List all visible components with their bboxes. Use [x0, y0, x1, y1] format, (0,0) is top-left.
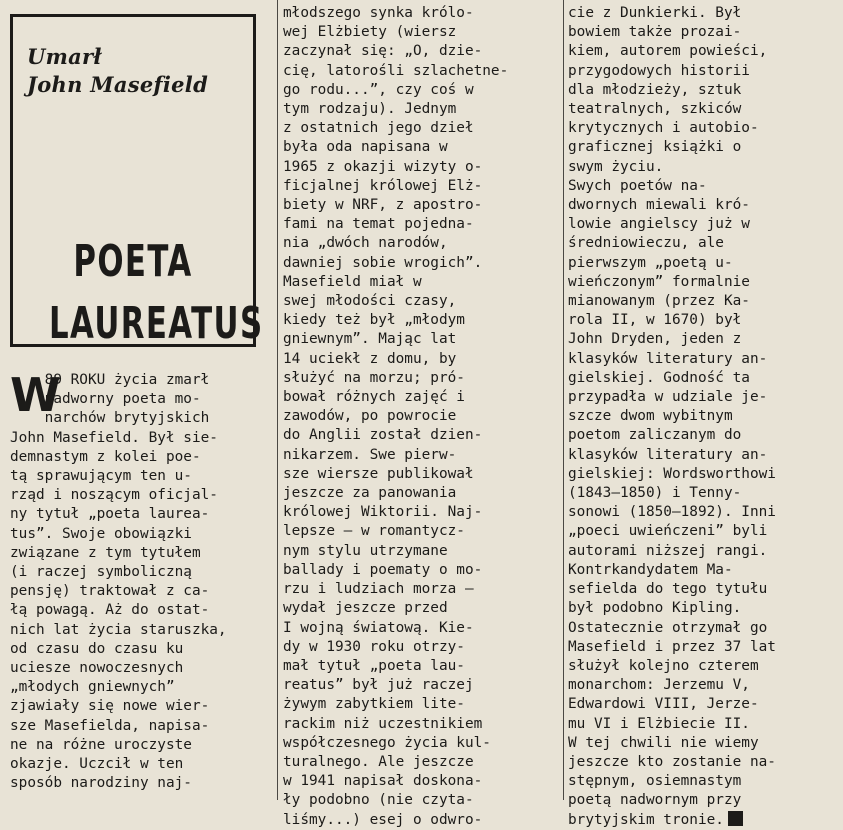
column-3: [568, 0, 836, 828]
text-line: z ostatnich jego dzieł: [283, 120, 474, 137]
text-line: służył kolejno czterem: [568, 657, 759, 674]
text-line: swym życiu.: [568, 158, 664, 175]
text-line: uciesze nowoczesnych: [10, 660, 184, 677]
text-line: gielskiej. Godność ta: [568, 369, 750, 386]
article-text-column-1: [10, 368, 272, 793]
text-line: wydał jeszcze przed: [283, 600, 448, 617]
text-line: sposób narodziny naj-: [10, 775, 192, 792]
text-line: krytycznych i autobio-: [568, 120, 759, 137]
headline-line-2: LAUREATUS: [49, 298, 264, 349]
article-text-column-3: [568, 4, 836, 830]
text-line: brytyjskim tronie.: [568, 811, 836, 830]
text-line: „młodych gniewnych”: [10, 679, 175, 696]
text-line: Swych poetów na-: [568, 177, 707, 194]
text-line: wej Elżbiety (wiersz: [283, 24, 457, 41]
kicker-line-1: Umarł: [27, 44, 102, 69]
text-line: średniowieczu, ale: [568, 235, 724, 252]
text-line: przygodowych historii: [568, 62, 750, 79]
text-line: go rodu...”, czy coś w: [283, 81, 474, 98]
text-line: reatus” był już raczej: [283, 677, 474, 694]
text-line: pierwszym „poetą u-: [568, 254, 733, 271]
text-line: bował różnych zajęć i: [283, 389, 465, 406]
article-text-column-2: [283, 4, 560, 830]
text-line: nia „dwóch narodów,: [283, 235, 448, 252]
text-line: zawodów, po powrocie: [283, 408, 457, 425]
text-line: (1843—1850) i Tenny-: [568, 485, 742, 502]
text-line: kiem, autorem powieści,: [568, 43, 768, 60]
text-line: tus”. Swoje obowiązki: [10, 525, 192, 542]
text-line: bowiem także prozai-: [568, 24, 742, 41]
text-line: John Masefield. Był sie-: [10, 429, 218, 446]
text-line: tą sprawującym ten u-: [10, 468, 192, 485]
kicker: [27, 43, 208, 99]
text-line: graficznej książki o: [568, 139, 742, 156]
text-line: Masefield i przez 37 lat: [568, 638, 776, 655]
text-line: od czasu do czasu ku: [10, 640, 184, 657]
end-of-article-mark: [728, 811, 743, 826]
text-line: Masefield miał w: [283, 273, 422, 290]
text-line: służyć na morzu; pró-: [283, 369, 465, 386]
text-line: fami na temat pojedna-: [283, 216, 474, 233]
text-line: współczesnego życia kul-: [283, 734, 491, 751]
text-line: turalnego. Ale jeszcze: [283, 753, 474, 770]
text-line: nich lat życia staruszka,: [10, 621, 227, 638]
text-line: do Anglii został dzien-: [283, 427, 483, 444]
text-line: łą powagą. Aż do ostat-: [10, 602, 210, 619]
headline: [49, 231, 264, 355]
text-line: liśmy...) esej o odwro-: [283, 811, 483, 828]
text-line: rola II, w 1670) był: [568, 312, 742, 329]
text-line: poetą nadwornym przy: [568, 792, 742, 809]
text-line: 14 uciekł z domu, by: [283, 350, 457, 367]
text-line: W tej chwili nie wiemy: [568, 734, 759, 751]
text-line: ficjalnej królowej Elż-: [283, 177, 483, 194]
text-line: tym rodzaju). Jednym: [283, 101, 457, 118]
text-line: John Dryden, jeden z: [568, 331, 742, 348]
text-line: autorami niższej rangi.: [568, 542, 768, 559]
text-line: dawniej sobie wrogich”.: [283, 254, 483, 271]
text-line: jeszcze kto zostanie na-: [568, 753, 776, 770]
lead-paragraph: [10, 368, 272, 793]
text-line: narchów brytyjskich: [10, 410, 210, 427]
text-line: swej młodości czasy,: [283, 293, 457, 310]
kicker-line-2: John Masefield: [27, 72, 209, 97]
title-box: [10, 14, 264, 349]
text-line: Kontrkandydatem Ma-: [568, 561, 733, 578]
text-line: I wojną światową. Kie-: [283, 619, 474, 636]
text-line: szcze dwom wybitnym: [568, 408, 733, 425]
text-line: w 1941 napisał doskona-: [283, 773, 483, 790]
text-line: mianowanym (przez Ka-: [568, 293, 750, 310]
text-line: poetom zaliczanym do: [568, 427, 742, 444]
text-line: jeszcze za panowania: [283, 485, 457, 502]
text-line: był podobno Kipling.: [568, 600, 742, 617]
text-line: mu VI i Elżbiecie II.: [568, 715, 750, 732]
text-line: Ostatecznie otrzymał go: [568, 619, 768, 636]
text-line: nym stylu utrzymane: [283, 542, 448, 559]
text-line: dwornych miewali kró-: [568, 197, 750, 214]
text-line: zjawiały się nowe wier-: [10, 698, 210, 715]
text-line: przypadła w udziale je-: [568, 389, 768, 406]
text-line: 89 ROKU życia zmarł: [10, 372, 210, 388]
text-line: rząd i noszącym oficjal-: [10, 487, 218, 504]
drop-cap: W: [10, 368, 61, 422]
text-line: sefielda do tego tytułu: [568, 581, 768, 598]
text-line: cie z Dunkierki. Był: [568, 5, 742, 21]
text-line: wieńczonym” formalnie: [568, 273, 750, 290]
text-line: rzu i ludziach morza —: [283, 581, 474, 598]
text-line: nikarzem. Swe pierw-: [283, 446, 457, 463]
text-line: mał tytuł „poeta lau-: [283, 657, 465, 674]
text-line: rackim niż uczestnikiem: [283, 715, 483, 732]
text-line: była oda napisana w: [283, 139, 448, 156]
text-line: sze wiersze publikował: [283, 465, 474, 482]
text-line: nadworny poeta mo-: [10, 391, 201, 408]
text-line: dy w 1930 roku otrzy-: [283, 638, 465, 655]
text-line: klasyków literatury an-: [568, 350, 768, 367]
text-line: cię, latorośli szlachetne-: [283, 62, 509, 79]
text-line: stępnym, osiemnastym: [568, 773, 742, 790]
text-line: pensję) traktował z ca-: [10, 583, 210, 600]
text-line: sonowi (1850—1892). Inni: [568, 504, 776, 521]
text-line: Edwardowi VIII, Jerze-: [568, 696, 759, 713]
text-line: związane z tym tytułem: [10, 544, 201, 561]
text-line: 1965 z okazji wizyty o-: [283, 158, 483, 175]
text-line: lepsze — w romantycz-: [283, 523, 465, 540]
text-line: monarchom: Jerzemu V,: [568, 677, 750, 694]
text-line: kiedy też był „młodym: [283, 312, 465, 329]
text-line: żywym zabytkiem lite-: [283, 696, 465, 713]
text-line: ły podobno (nie czyta-: [283, 792, 474, 809]
text-line: „poeci uwieńczeni” byli: [568, 523, 768, 540]
text-line: lowie angielscy już w: [568, 216, 750, 233]
column-2: [283, 0, 560, 828]
text-line: ny tytuł „poeta laurea-: [10, 506, 210, 523]
text-line: młodszego synka królo-: [283, 5, 474, 21]
text-line: (i raczej symboliczną: [10, 564, 192, 581]
text-line: demnastym z kolei poe-: [10, 448, 201, 465]
text-line: ballady i poematy o mo-: [283, 561, 483, 578]
text-line: dla młodzieży, sztuk: [568, 81, 742, 98]
text-line: sze Masefielda, napisa-: [10, 717, 210, 734]
text-line: gielskiej: Wordsworthowi: [568, 465, 776, 482]
text-line: gniewnym”. Mając lat: [283, 331, 457, 348]
column-rule-1: [277, 0, 278, 800]
text-line: biety w NRF, z apostro-: [283, 197, 483, 214]
text-line: ne na różne uroczyste: [10, 736, 192, 753]
text-line: teatralnych, szkiców: [568, 101, 742, 118]
text-line: okazje. Uczcił w ten: [10, 756, 184, 773]
text-line: królowej Wiktorii. Naj-: [283, 504, 483, 521]
headline-line-1: POETA: [73, 236, 193, 287]
column-1: [10, 0, 272, 800]
text-line: zaczynał się: „O, dzie-: [283, 43, 483, 60]
column-rule-2: [563, 0, 564, 800]
text-line: klasyków literatury an-: [568, 446, 768, 463]
